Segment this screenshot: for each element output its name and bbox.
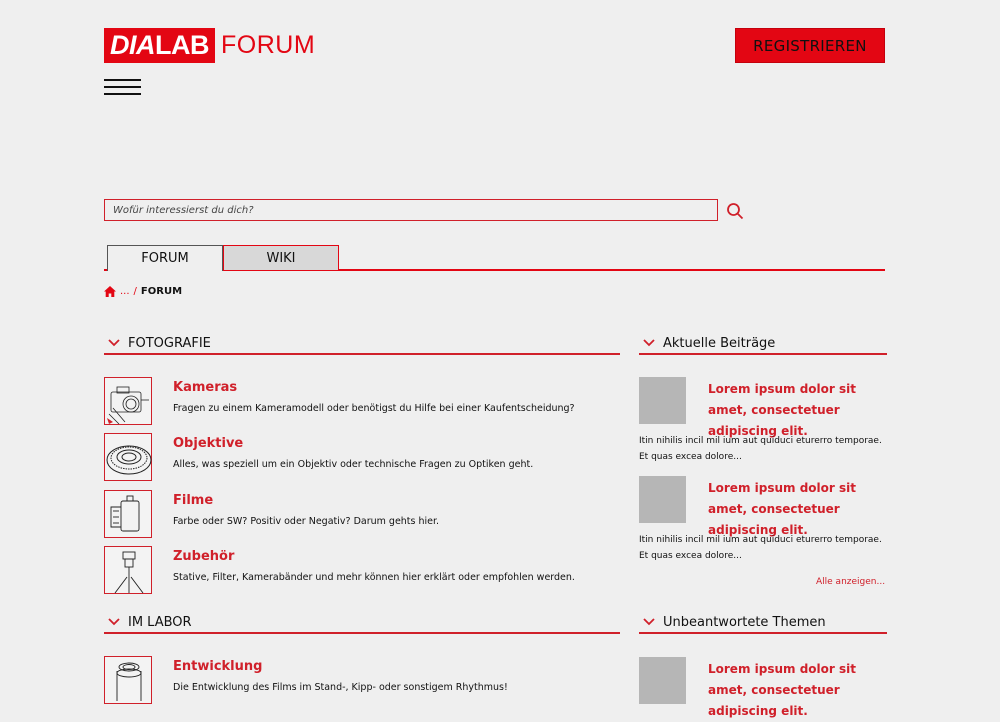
post-thumbnail (639, 377, 686, 424)
category-description: Alles, was speziell um ein Objektiv oder technische Fragen zu Optiken geht. (173, 459, 534, 470)
search-icon[interactable] (726, 202, 744, 220)
breadcrumb-ellipsis[interactable]: ... (120, 286, 130, 297)
sidebar-header-unanswered[interactable] (639, 612, 826, 632)
chevron-down-icon (643, 339, 655, 347)
section-divider (104, 632, 620, 634)
chevron-down-icon (108, 339, 120, 347)
post-title[interactable]: Lorem ipsum dolor sit amet, consectetuer adipiscing elit. (708, 662, 856, 718)
home-icon[interactable] (104, 286, 116, 297)
logo-mark (104, 28, 215, 63)
category-description: Fragen zu einem Kameramodell oder benötigst du Hilfe bei einer Kaufentscheidung? (173, 403, 575, 414)
category-title[interactable]: Objektive (173, 436, 244, 451)
category-title[interactable]: Filme (173, 493, 214, 508)
chevron-down-icon (643, 618, 655, 626)
category-title[interactable]: Zubehör (173, 549, 235, 564)
section-title: FOTOGRAFIE (128, 335, 211, 351)
category-description: Farbe oder SW? Positiv oder Negativ? Darum gehts hier. (173, 516, 440, 527)
tab-wiki[interactable]: WIKI (223, 245, 339, 271)
section-header-im-labor[interactable] (104, 612, 192, 632)
recent-post-1[interactable] (639, 377, 887, 467)
unanswered-post-1[interactable] (639, 657, 887, 718)
lens-icon (104, 433, 152, 481)
category-filme[interactable] (104, 490, 624, 540)
post-title[interactable]: Lorem ipsum dolor sit amet, consectetuer adipiscing elit. (708, 481, 856, 537)
show-all-link[interactable]: Alle anzeigen... (816, 577, 886, 587)
category-objektive[interactable] (104, 433, 624, 483)
category-title[interactable]: Entwicklung (173, 659, 263, 674)
chevron-down-icon (108, 618, 120, 626)
breadcrumb-separator: / (133, 286, 137, 297)
section-header-fotografie[interactable] (104, 333, 211, 353)
category-title[interactable]: Kameras (173, 380, 238, 395)
category-description: Die Entwicklung des Films im Stand-, Kipp- oder sonstigem Rhythmus! (173, 682, 508, 693)
camera-icon (104, 377, 152, 425)
register-button[interactable]: REGISTRIEREN (735, 28, 885, 63)
sidebar-divider (639, 353, 887, 355)
hamburger-menu-icon[interactable] (104, 79, 141, 95)
category-zubehoer[interactable] (104, 546, 624, 596)
post-thumbnail (639, 476, 686, 523)
logo-part-lab: LAB (155, 30, 209, 60)
sidebar-header-recent[interactable] (639, 333, 775, 353)
breadcrumb-current: FORUM (140, 286, 183, 297)
developing-tank-icon (104, 656, 152, 704)
tab-forum[interactable]: FORUM (107, 245, 223, 271)
recent-post-2[interactable] (639, 476, 887, 566)
section-divider (104, 353, 620, 355)
site-logo[interactable] (104, 28, 315, 63)
post-excerpt: Itin nihilis incil mil ium aut quiduci eturerro temporae. Et quas excea dolore... (639, 436, 882, 462)
tripod-icon (104, 546, 152, 594)
sidebar-divider (639, 632, 887, 634)
category-description: Stative, Filter, Kamerabänder und mehr können hier erklärt oder empfohlen werden. (173, 572, 575, 583)
breadcrumb (104, 286, 182, 297)
category-kameras[interactable] (104, 377, 624, 427)
category-entwicklung[interactable] (104, 656, 624, 706)
post-excerpt: Itin nihilis incil mil ium aut quiduci eturerro temporae. Et quas excea dolore... (639, 535, 882, 561)
post-title[interactable]: Lorem ipsum dolor sit amet, consectetuer adipiscing elit. (708, 382, 856, 438)
section-title: IM LABOR (128, 614, 192, 630)
logo-part-dia: DIA (110, 30, 155, 60)
film-icon (104, 490, 152, 538)
sidebar-title: Aktuelle Beiträge (663, 335, 776, 351)
sidebar-title: Unbeantwortete Themen (663, 614, 826, 630)
post-thumbnail (639, 657, 686, 704)
logo-suffix: FORUM (221, 31, 316, 59)
search-input[interactable] (104, 199, 718, 221)
